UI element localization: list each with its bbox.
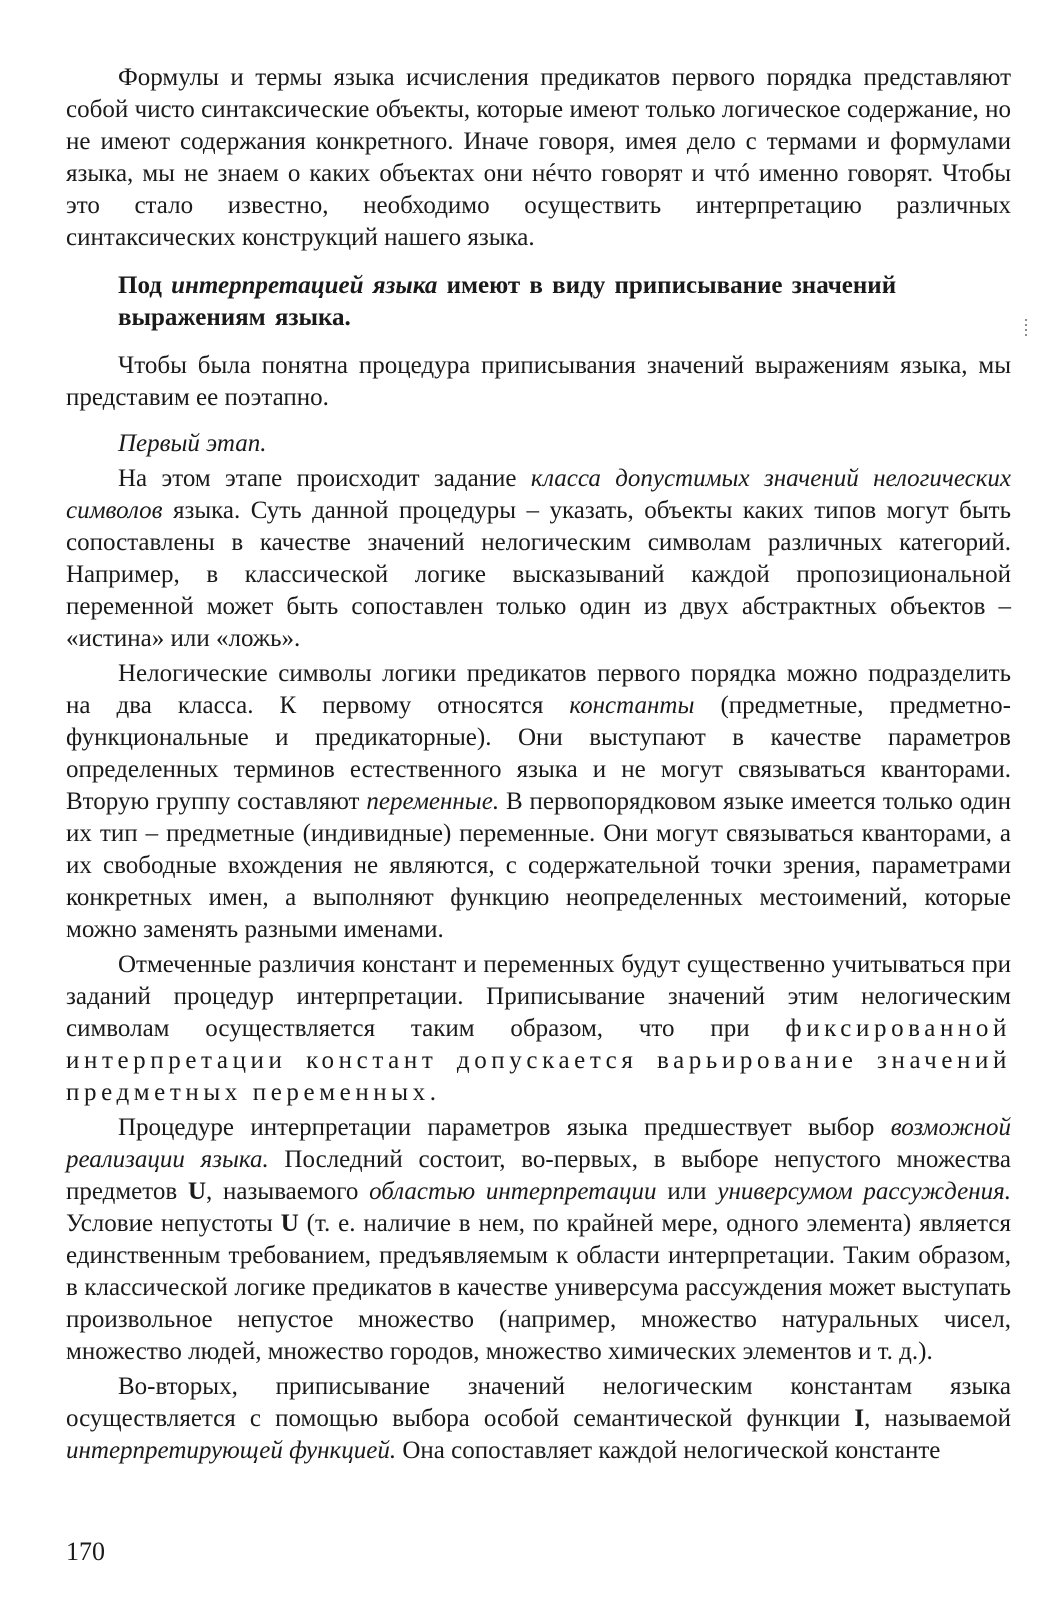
definition-text: имеют в виду приписывание значений выражениям языка. bbox=[118, 272, 897, 331]
paragraph-text: На этом этапе происходит задание bbox=[118, 465, 531, 492]
emphasized-term: областью интерпретации bbox=[369, 1178, 657, 1205]
margin-dots-icon bbox=[1024, 318, 1028, 338]
function-symbol: I bbox=[854, 1405, 865, 1432]
paragraph-text: (предметные, предметно-функциональные и предикаторные). Они выступают в качестве параметров определенных терминов естественного языка и не могут связываться кванторами. Вторую группу составляют bbox=[66, 692, 1011, 815]
paragraph-text: Последний состоит, во-первых, в выборе непустого множества предметов bbox=[66, 1146, 1011, 1205]
page-number: 170 bbox=[66, 1537, 105, 1566]
emphasized-term: константы bbox=[569, 692, 695, 719]
emphasized-term: интерпретирующей функцией. bbox=[66, 1437, 397, 1464]
spaced-text: фиксированной интерпретации констант допускается варьирование значений предметных переменных. bbox=[66, 1015, 1011, 1106]
paragraph-text: Условие непустоты bbox=[66, 1210, 281, 1237]
emphasized-term: возможной реализации языка. bbox=[66, 1114, 1011, 1173]
paragraph-6 bbox=[66, 1112, 1011, 1368]
set-symbol: U bbox=[280, 1210, 299, 1237]
paragraph-4 bbox=[66, 658, 1011, 946]
paragraph-text: Процедуре интерпретации параметров языка предшествует выбор bbox=[118, 1114, 891, 1141]
paragraph-text: Нелогические символы логики предикатов первого порядка можно подразделить на два класса. К первому относятся bbox=[66, 660, 1011, 719]
paragraph-3 bbox=[66, 463, 1011, 655]
page-body bbox=[66, 62, 1011, 1467]
set-symbol: U bbox=[187, 1178, 207, 1205]
paragraph-text: или bbox=[656, 1178, 718, 1205]
margin-mark bbox=[1024, 318, 1028, 338]
definition-text: Под bbox=[118, 272, 172, 299]
paragraph-text: Отмеченные различия констант и переменных будут существенно учитываться при заданий процедур интерпретации. Приписывание значений этим нелогическим символам осуществляется таким образом, что при bbox=[66, 951, 1011, 1042]
paragraph-2: Чтобы была понятна процедура приписывания значений выражениям языка, мы представим ее поэтапно. bbox=[66, 352, 1011, 411]
definition-term: интерпретацией языка bbox=[171, 272, 438, 299]
paragraph-1: Формулы и термы языка исчисления предикатов первого порядка представляют собой чисто синтаксические объекты, которые имеют только логическое содержание, но не имеют содержания конкретного. Иначе говоря, имея дело с термами и формулами языка, мы не знаем о каких объектах они нéчто говорят и чтó именно говорят. Чтобы это стало известно, необходимо осуществить интерпретацию различных синтаксических конструкций нашего языка. bbox=[66, 64, 1011, 251]
definition-paragraph bbox=[66, 270, 1011, 334]
paragraph-text: языка. Суть данной процедуры – указать, объекты каких типов могут быть сопоставлены в качестве значений нелогическим символам различных категорий. Например, в классической логике высказываний каждой пропозициональной переменной может быть сопоставлен только один из двух абстрактных объектов – «истина» или «ложь». bbox=[66, 497, 1011, 652]
paragraph-text: (т. е. наличие в нем, по крайней мере, одного элемента) является единственным требованием, предъявляемым к области интерпретации. Таким образом, в классической логике предикатов в качестве универсума рассуждения может выступать произвольное непустое множество (например, множество натуральных чисел, множество людей, множество городов, множество химических элементов и т. д.). bbox=[66, 1210, 1011, 1365]
paragraph-text: , называемой bbox=[864, 1405, 1011, 1432]
emphasized-term: универсумом рассуждения. bbox=[717, 1178, 1011, 1205]
emphasized-term: переменные. bbox=[366, 788, 500, 815]
paragraph-text: В первопорядковом языке имеется только один их тип – предметные (индивидные) переменные. Они могут связываться кванторами, а их свободные вхождения не являются, с содержательной точки зрения, параметрами конкретных имен, а выполняют функцию неопределенных местоимений, которые можно заменять разными именами. bbox=[66, 788, 1011, 943]
paragraph-text: Во-вторых, приписывание значений нелогическим константам языка осуществляется с помощью выбора особой семантической функции bbox=[66, 1373, 1011, 1432]
stage-heading: Первый этап. bbox=[118, 430, 267, 457]
paragraph-text: Она сопоставляет каждой нелогической константе bbox=[396, 1437, 941, 1464]
emphasized-term: класса допустимых значений нелогических символов bbox=[66, 465, 1011, 524]
paragraph-5 bbox=[66, 949, 1011, 1109]
paragraph-7 bbox=[66, 1371, 1011, 1467]
paragraph-text: , называемого bbox=[206, 1178, 370, 1205]
